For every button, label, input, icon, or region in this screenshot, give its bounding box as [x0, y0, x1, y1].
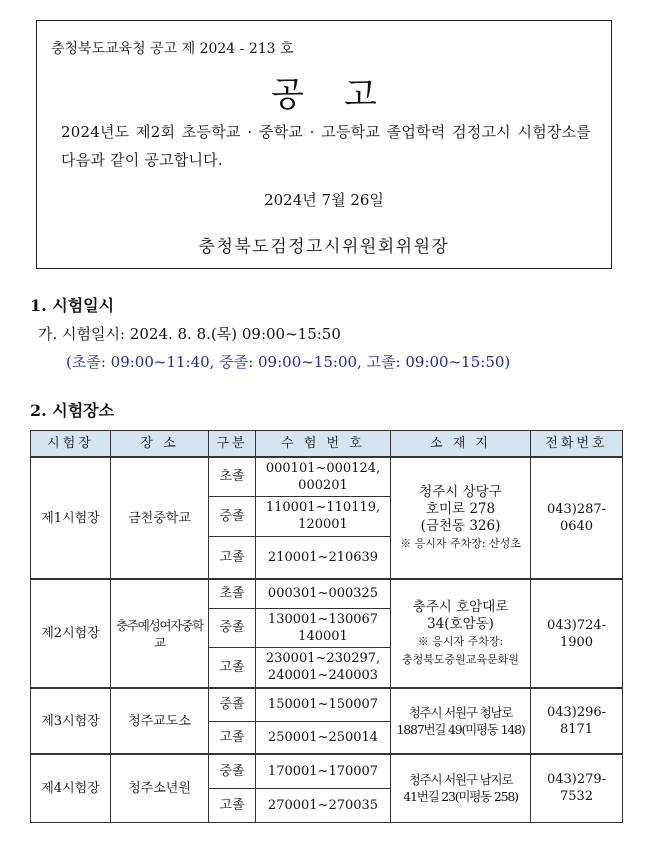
venue-name: 제1시험장	[31, 457, 111, 579]
exam-number-cell	[256, 457, 391, 496]
table-row	[31, 688, 623, 721]
header-venue: 시험장	[31, 431, 111, 458]
level-cell: 중졸	[209, 608, 256, 647]
exam-number-line: 130001~130067	[267, 611, 379, 627]
exam-number-cell: 150001~150007	[256, 688, 391, 721]
exam-number-line: 120001	[298, 517, 348, 532]
address-line: 청주시 상당구	[419, 483, 502, 500]
venue-school: 청주교도소	[111, 688, 209, 754]
header-address: 소 재 지	[391, 431, 531, 458]
venue-group-2	[31, 579, 623, 688]
exam-number-line: 230001~230297,	[265, 651, 381, 667]
exam-number-cell	[256, 647, 391, 688]
address-cell	[391, 688, 531, 754]
table-row	[31, 579, 623, 608]
phone-cell: 043)287-0640	[531, 457, 623, 579]
address-cell	[391, 579, 531, 688]
venue-name: 제4시험장	[31, 754, 111, 822]
address-cell	[391, 754, 531, 822]
header-exam-numbers: 수 험 번 호	[256, 431, 391, 458]
exam-number-cell	[256, 496, 391, 536]
phone-cell: 043)724-1900	[531, 579, 623, 688]
venue-group-1	[31, 457, 623, 579]
venue-group-3	[31, 688, 623, 754]
header-place: 장 소	[111, 431, 209, 458]
address-line: 청주시 서원구 남지로	[408, 772, 513, 788]
address-line: 충주시 호암대로	[412, 598, 509, 615]
level-cell: 고졸	[209, 536, 256, 579]
level-cell: 중졸	[209, 754, 256, 788]
exam-number-cell	[256, 608, 391, 647]
parking-note: ※ 응시자 주차장: 산성초	[400, 536, 521, 550]
notice-issuer: 충청북도검정고시위원회위원장	[198, 237, 450, 257]
venue-school: 충주예성여자중학교	[111, 579, 209, 688]
address-line: 34(호암동)	[427, 615, 494, 632]
exam-number-cell: 210001~210639	[256, 536, 391, 579]
exam-number-cell: 270001~270035	[256, 788, 391, 822]
section-heading-schedule: 1. 시험일시	[30, 296, 115, 315]
exam-number-line: 240001~240003	[267, 668, 379, 684]
address-line: 1887번길 49(미평동 148)	[396, 722, 525, 737]
level-cell: 고졸	[209, 647, 256, 688]
address-line: 호미로 278	[425, 500, 496, 517]
venue-group-4	[31, 754, 623, 822]
venue-school: 금천중학교	[111, 457, 209, 579]
notice-title: 공고	[271, 75, 417, 115]
notice-body: 2024년도 제2회 초등학교 · 중학교 · 고등학교 졸업학력 검정고시 시험장소를 다음과 같이 공고합니다.	[61, 123, 591, 169]
address-line: 41번길 23(미평동 258)	[403, 789, 518, 805]
level-cell: 고졸	[209, 721, 256, 754]
level-cell: 중졸	[209, 688, 256, 721]
header-phone: 전화번호	[531, 431, 623, 458]
exam-number-cell: 170001~170007	[256, 754, 391, 788]
notice-box	[36, 20, 612, 269]
address-line: 청주시 서원구 청남로	[408, 705, 513, 720]
header-level: 구분	[209, 431, 256, 458]
level-cell: 중졸	[209, 496, 256, 536]
venue-table	[30, 430, 623, 823]
level-cell: 고졸	[209, 788, 256, 822]
phone-cell: 043)279-7532	[531, 754, 623, 822]
level-cell: 초졸	[209, 457, 256, 496]
exam-date-line: 가. 시험일시: 2024. 8. 8.(목) 09:00~15:50	[38, 325, 341, 343]
venue-name: 제2시험장	[31, 579, 111, 688]
venue-school: 청주소년원	[111, 754, 209, 822]
exam-number-line: 110001~110119,	[265, 500, 381, 515]
exam-number-line: 000201	[298, 477, 348, 493]
table-header-row	[31, 431, 623, 458]
address-cell	[391, 457, 531, 579]
exam-number-cell: 000301~000325	[256, 579, 391, 608]
notice-number: 충청북도교육청 공고 제 2024 - 213 호	[51, 41, 294, 57]
table-row	[31, 754, 623, 788]
address-line: (금천동 326)	[420, 517, 501, 534]
parking-note: ※ 응시자 주차장:	[417, 634, 504, 648]
phone-cell: 043)296-8171	[531, 688, 623, 754]
section-heading-venues: 2. 시험장소	[30, 401, 115, 420]
exam-times-line: (초졸: 09:00~11:40, 중졸: 09:00~15:00, 고졸: 09:00~15:50)	[66, 353, 511, 371]
exam-number-cell: 250001~250014	[256, 721, 391, 754]
exam-number-line: 140001	[298, 628, 348, 644]
venue-name: 제3시험장	[31, 688, 111, 754]
parking-note-place: 충청북도중원교육문화원	[402, 652, 519, 666]
exam-number-line: 000101~000124,	[265, 460, 381, 476]
level-cell: 초졸	[209, 579, 256, 608]
table-row	[31, 457, 623, 496]
notice-date: 2024년 7월 26일	[264, 191, 384, 209]
